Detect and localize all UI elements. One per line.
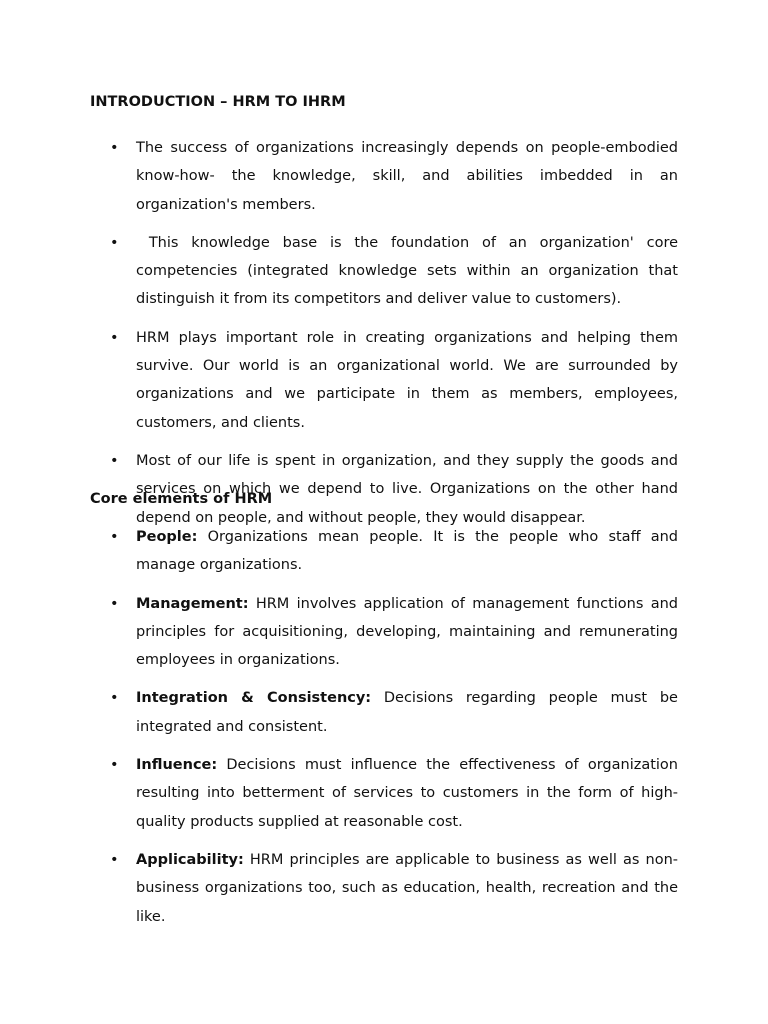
bullet-icon: •: [110, 452, 119, 469]
bullet-icon: •: [110, 757, 119, 774]
bullet-icon: •: [110, 234, 119, 251]
element-term: Applicability:: [136, 851, 244, 868]
element-description: Decisions must influence the effectiveness of organization resulting into betterment of services to customers in the form of high-quality products supplied at reasonable cost.: [136, 757, 678, 830]
element-term: Management:: [136, 595, 249, 612]
element-description: HRM involves application of management functions and principles for acquisitioning, developing, maintaining and remunerating employees in organizations.: [136, 595, 678, 669]
bullet-icon: •: [110, 140, 119, 156]
element-description: Decisions regarding people must be integrated and consistent.: [136, 690, 678, 735]
intro-bullet-list: [0, 134, 768, 542]
list-item: [0, 751, 768, 836]
bullet-icon: •: [110, 329, 119, 346]
list-item-text: The success of organizations increasingly depends on people-embodied know-how- the knowledge, skill, and abilities imbedded in an organization's members.: [136, 140, 678, 213]
list-item-text: HRM plays important role in creating organizations and helping them survive. Our world is an organizational world. We are surrounded by organizations and we participate in them as members, employees, customers, and clients.: [136, 329, 678, 431]
list-item-text: [136, 590, 678, 675]
element-description: Organizations mean people. It is the people who staff and manage organizations.: [136, 529, 678, 574]
core-elements-list: [0, 523, 768, 941]
page-title: INTRODUCTION – HRM TO IHRM: [90, 94, 346, 110]
list-item-text: [136, 751, 678, 836]
list-item: [0, 590, 768, 675]
section-heading: Core elements of HRM: [90, 491, 273, 507]
bullet-icon: •: [110, 595, 119, 612]
list-item: [0, 523, 768, 580]
list-item: [0, 134, 768, 219]
bullet-icon: •: [110, 851, 119, 868]
list-item-text: [136, 846, 678, 931]
element-term: People:: [136, 529, 198, 545]
element-term: Influence:: [136, 757, 218, 774]
list-item: [0, 324, 768, 437]
list-item-text: [136, 684, 678, 741]
list-item: [0, 229, 768, 314]
list-item: [0, 684, 768, 741]
element-description: HRM principles are applicable to business as well as non-business organizations too, such as education, health, recreation and the like.: [136, 851, 678, 925]
list-item-text: [136, 523, 678, 580]
bullet-icon: •: [110, 529, 119, 545]
list-item-text: This knowledge base is the foundation of an organization' core competencies (integrated knowledge sets within an organization that distinguish it from its competitors and deliver value to customers).: [136, 234, 683, 308]
bullet-icon: •: [110, 690, 119, 707]
list-item: [0, 846, 768, 931]
element-term: Integration & Consistency:: [136, 690, 372, 707]
list-item-text: Most of our life is spent in organization, and they supply the goods and services on which we depend to live. Organizations on the other hand depend on people, and without people, they would disappear.: [136, 452, 678, 526]
